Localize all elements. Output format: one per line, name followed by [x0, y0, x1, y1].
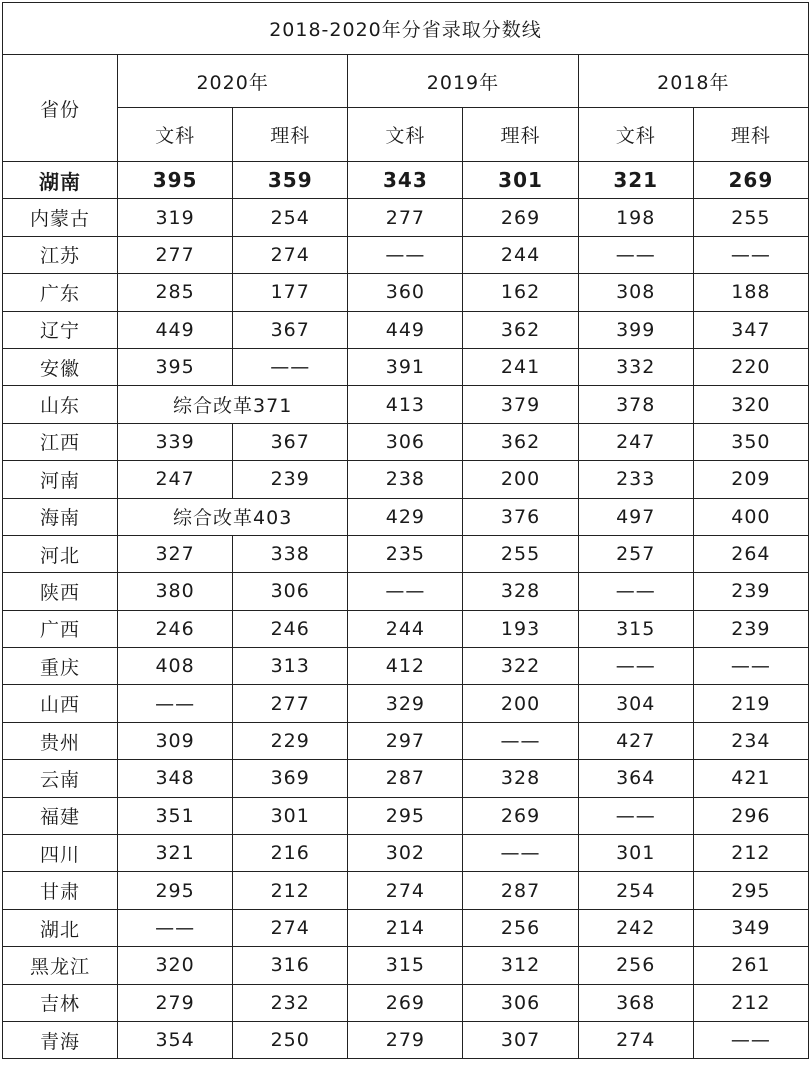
score-cell: 238 — [348, 461, 463, 498]
score-cell: 302 — [348, 835, 463, 872]
table-row — [3, 685, 809, 722]
table-row — [3, 610, 809, 647]
province-cell: 四川 — [3, 835, 118, 872]
score-cell: —— — [578, 236, 693, 273]
score-cell: 274 — [348, 872, 463, 909]
score-cell: 246 — [233, 610, 348, 647]
province-cell: 安徽 — [3, 348, 118, 385]
score-cell: 408 — [118, 648, 233, 685]
score-cell: 362 — [463, 423, 578, 460]
subheader-li-2019: 理科 — [463, 108, 578, 162]
score-cell: 193 — [463, 610, 578, 647]
admission-score-table — [2, 2, 809, 1059]
score-cell: 257 — [578, 535, 693, 572]
table-row — [3, 461, 809, 498]
province-cell: 内蒙古 — [3, 199, 118, 236]
score-cell: 198 — [578, 199, 693, 236]
score-cell: —— — [348, 236, 463, 273]
score-cell: 427 — [578, 722, 693, 759]
score-cell: 297 — [348, 722, 463, 759]
table-row — [3, 386, 809, 423]
province-cell: 广西 — [3, 610, 118, 647]
score-cell: 332 — [578, 348, 693, 385]
score-cell: 277 — [348, 199, 463, 236]
province-cell: 云南 — [3, 760, 118, 797]
score-cell: 306 — [463, 984, 578, 1021]
province-cell: 河北 — [3, 535, 118, 572]
province-cell: 湖北 — [3, 909, 118, 946]
year-header-2019: 2019年 — [348, 55, 578, 108]
score-cell: 301 — [233, 797, 348, 834]
province-header: 省份 — [3, 55, 118, 162]
score-cell: 308 — [578, 274, 693, 311]
province-cell: 贵州 — [3, 722, 118, 759]
score-cell: 277 — [233, 685, 348, 722]
subheader-li-2020: 理科 — [233, 108, 348, 162]
score-cell: 351 — [118, 797, 233, 834]
table-body — [3, 162, 809, 1059]
score-cell: 212 — [693, 984, 808, 1021]
score-cell: 322 — [463, 648, 578, 685]
table-row — [3, 909, 809, 946]
province-cell: 辽宁 — [3, 311, 118, 348]
score-cell: 233 — [578, 461, 693, 498]
province-cell: 湖南 — [3, 162, 118, 199]
score-cell: 350 — [693, 423, 808, 460]
score-cell: 316 — [233, 947, 348, 984]
score-cell: 229 — [233, 722, 348, 759]
score-cell: 368 — [578, 984, 693, 1021]
province-cell: 福建 — [3, 797, 118, 834]
score-cell: 285 — [118, 274, 233, 311]
subheader-wen-2019: 文科 — [348, 108, 463, 162]
province-cell: 山东 — [3, 386, 118, 423]
score-cell: 269 — [693, 162, 808, 199]
score-cell: 212 — [693, 835, 808, 872]
score-cell: 315 — [578, 610, 693, 647]
score-cell: —— — [578, 573, 693, 610]
score-cell: 369 — [233, 760, 348, 797]
score-cell: 234 — [693, 722, 808, 759]
year-header-2018: 2018年 — [578, 55, 808, 108]
subheader-li-2018: 理科 — [693, 108, 808, 162]
table-row — [3, 535, 809, 572]
score-cell: 412 — [348, 648, 463, 685]
score-cell: 328 — [463, 573, 578, 610]
score-cell: 256 — [463, 909, 578, 946]
score-cell: —— — [693, 648, 808, 685]
score-cell: 400 — [693, 498, 808, 535]
province-cell: 广东 — [3, 274, 118, 311]
score-cell: —— — [578, 797, 693, 834]
score-cell: 307 — [463, 1021, 578, 1058]
score-cell: 362 — [463, 311, 578, 348]
province-cell: 海南 — [3, 498, 118, 535]
score-cell: 244 — [463, 236, 578, 273]
score-cell: —— — [233, 348, 348, 385]
score-cell: 296 — [693, 797, 808, 834]
score-cell: 279 — [348, 1021, 463, 1058]
score-cell: 429 — [348, 498, 463, 535]
score-cell: 287 — [463, 872, 578, 909]
score-cell: 391 — [348, 348, 463, 385]
score-cell: 306 — [348, 423, 463, 460]
score-cell: 379 — [463, 386, 578, 423]
province-cell: 陕西 — [3, 573, 118, 610]
table-row — [3, 872, 809, 909]
score-cell: 497 — [578, 498, 693, 535]
province-cell: 重庆 — [3, 648, 118, 685]
table-row — [3, 498, 809, 535]
year-header-2020: 2020年 — [118, 55, 348, 108]
score-cell: 220 — [693, 348, 808, 385]
score-cell: 320 — [118, 947, 233, 984]
score-cell: 327 — [118, 535, 233, 572]
subheader-wen-2020: 文科 — [118, 108, 233, 162]
score-cell: 269 — [348, 984, 463, 1021]
table-row — [3, 722, 809, 759]
score-cell: 274 — [233, 909, 348, 946]
province-cell: 甘肃 — [3, 872, 118, 909]
score-cell: 241 — [463, 348, 578, 385]
score-cell: 250 — [233, 1021, 348, 1058]
table-row — [3, 573, 809, 610]
score-cell: 235 — [348, 535, 463, 572]
merged-score-cell: 综合改革371 — [118, 386, 348, 423]
score-cell: 306 — [233, 573, 348, 610]
score-cell: —— — [463, 722, 578, 759]
table-row — [3, 648, 809, 685]
table-row — [3, 835, 809, 872]
score-cell: 232 — [233, 984, 348, 1021]
score-cell: 247 — [578, 423, 693, 460]
score-cell: 239 — [693, 573, 808, 610]
score-cell: 246 — [118, 610, 233, 647]
table-title: 2018-2020年分省录取分数线 — [3, 3, 809, 55]
table-row — [3, 1021, 809, 1058]
score-cell: 212 — [233, 872, 348, 909]
score-cell: 219 — [693, 685, 808, 722]
score-cell: 395 — [118, 348, 233, 385]
score-cell: 328 — [463, 760, 578, 797]
table-row — [3, 274, 809, 311]
score-cell: 413 — [348, 386, 463, 423]
score-cell: 421 — [693, 760, 808, 797]
score-cell: 321 — [578, 162, 693, 199]
score-cell: 162 — [463, 274, 578, 311]
score-cell: —— — [693, 236, 808, 273]
score-cell: 376 — [463, 498, 578, 535]
table-row — [3, 162, 809, 199]
score-cell: 216 — [233, 835, 348, 872]
score-cell: 349 — [693, 909, 808, 946]
score-cell: 301 — [578, 835, 693, 872]
score-cell: 214 — [348, 909, 463, 946]
score-cell: 348 — [118, 760, 233, 797]
score-cell: 269 — [463, 797, 578, 834]
province-cell: 江苏 — [3, 236, 118, 273]
score-cell: 367 — [233, 311, 348, 348]
score-cell: 354 — [118, 1021, 233, 1058]
table-row — [3, 236, 809, 273]
score-cell: 301 — [463, 162, 578, 199]
score-cell: 279 — [118, 984, 233, 1021]
score-cell: —— — [578, 648, 693, 685]
score-cell: 242 — [578, 909, 693, 946]
score-cell: 209 — [693, 461, 808, 498]
score-cell: 359 — [233, 162, 348, 199]
score-cell: 319 — [118, 199, 233, 236]
score-cell: 200 — [463, 461, 578, 498]
score-cell: 338 — [233, 535, 348, 572]
province-cell: 河南 — [3, 461, 118, 498]
score-cell: 380 — [118, 573, 233, 610]
score-cell: 277 — [118, 236, 233, 273]
score-cell: 295 — [118, 872, 233, 909]
merged-score-cell: 综合改革403 — [118, 498, 348, 535]
score-cell: 304 — [578, 685, 693, 722]
score-cell: 264 — [693, 535, 808, 572]
score-cell: 274 — [233, 236, 348, 273]
table-row — [3, 797, 809, 834]
score-cell: —— — [118, 685, 233, 722]
score-cell: 239 — [693, 610, 808, 647]
score-cell: 320 — [693, 386, 808, 423]
score-cell: 239 — [233, 461, 348, 498]
province-cell: 吉林 — [3, 984, 118, 1021]
score-cell: 247 — [118, 461, 233, 498]
score-cell: 378 — [578, 386, 693, 423]
score-cell: 295 — [693, 872, 808, 909]
score-cell: 449 — [118, 311, 233, 348]
score-cell: 254 — [233, 199, 348, 236]
score-cell: —— — [118, 909, 233, 946]
table-row — [3, 760, 809, 797]
score-cell: 329 — [348, 685, 463, 722]
score-cell: 188 — [693, 274, 808, 311]
score-cell: 321 — [118, 835, 233, 872]
table-row — [3, 984, 809, 1021]
score-cell: 360 — [348, 274, 463, 311]
score-cell: 269 — [463, 199, 578, 236]
province-cell: 山西 — [3, 685, 118, 722]
score-cell: 256 — [578, 947, 693, 984]
score-cell: 200 — [463, 685, 578, 722]
score-cell: 255 — [463, 535, 578, 572]
score-cell: 339 — [118, 423, 233, 460]
score-cell: —— — [693, 1021, 808, 1058]
score-cell: 364 — [578, 760, 693, 797]
score-cell: 255 — [693, 199, 808, 236]
province-cell: 黑龙江 — [3, 947, 118, 984]
subheader-wen-2018: 文科 — [578, 108, 693, 162]
score-cell: —— — [348, 573, 463, 610]
score-cell: 177 — [233, 274, 348, 311]
score-cell: 395 — [118, 162, 233, 199]
score-cell: 309 — [118, 722, 233, 759]
table-row — [3, 947, 809, 984]
score-cell: 295 — [348, 797, 463, 834]
table-row — [3, 311, 809, 348]
score-cell: 367 — [233, 423, 348, 460]
score-cell: 312 — [463, 947, 578, 984]
score-cell: 315 — [348, 947, 463, 984]
table-row — [3, 199, 809, 236]
table-row — [3, 348, 809, 385]
score-cell: 254 — [578, 872, 693, 909]
score-cell: 347 — [693, 311, 808, 348]
score-cell: 449 — [348, 311, 463, 348]
score-cell: 244 — [348, 610, 463, 647]
table-row — [3, 423, 809, 460]
score-cell: 287 — [348, 760, 463, 797]
province-cell: 青海 — [3, 1021, 118, 1058]
province-cell: 江西 — [3, 423, 118, 460]
score-cell: 274 — [578, 1021, 693, 1058]
score-cell: 313 — [233, 648, 348, 685]
score-cell: 261 — [693, 947, 808, 984]
score-cell: 343 — [348, 162, 463, 199]
score-cell: 399 — [578, 311, 693, 348]
score-cell: —— — [463, 835, 578, 872]
